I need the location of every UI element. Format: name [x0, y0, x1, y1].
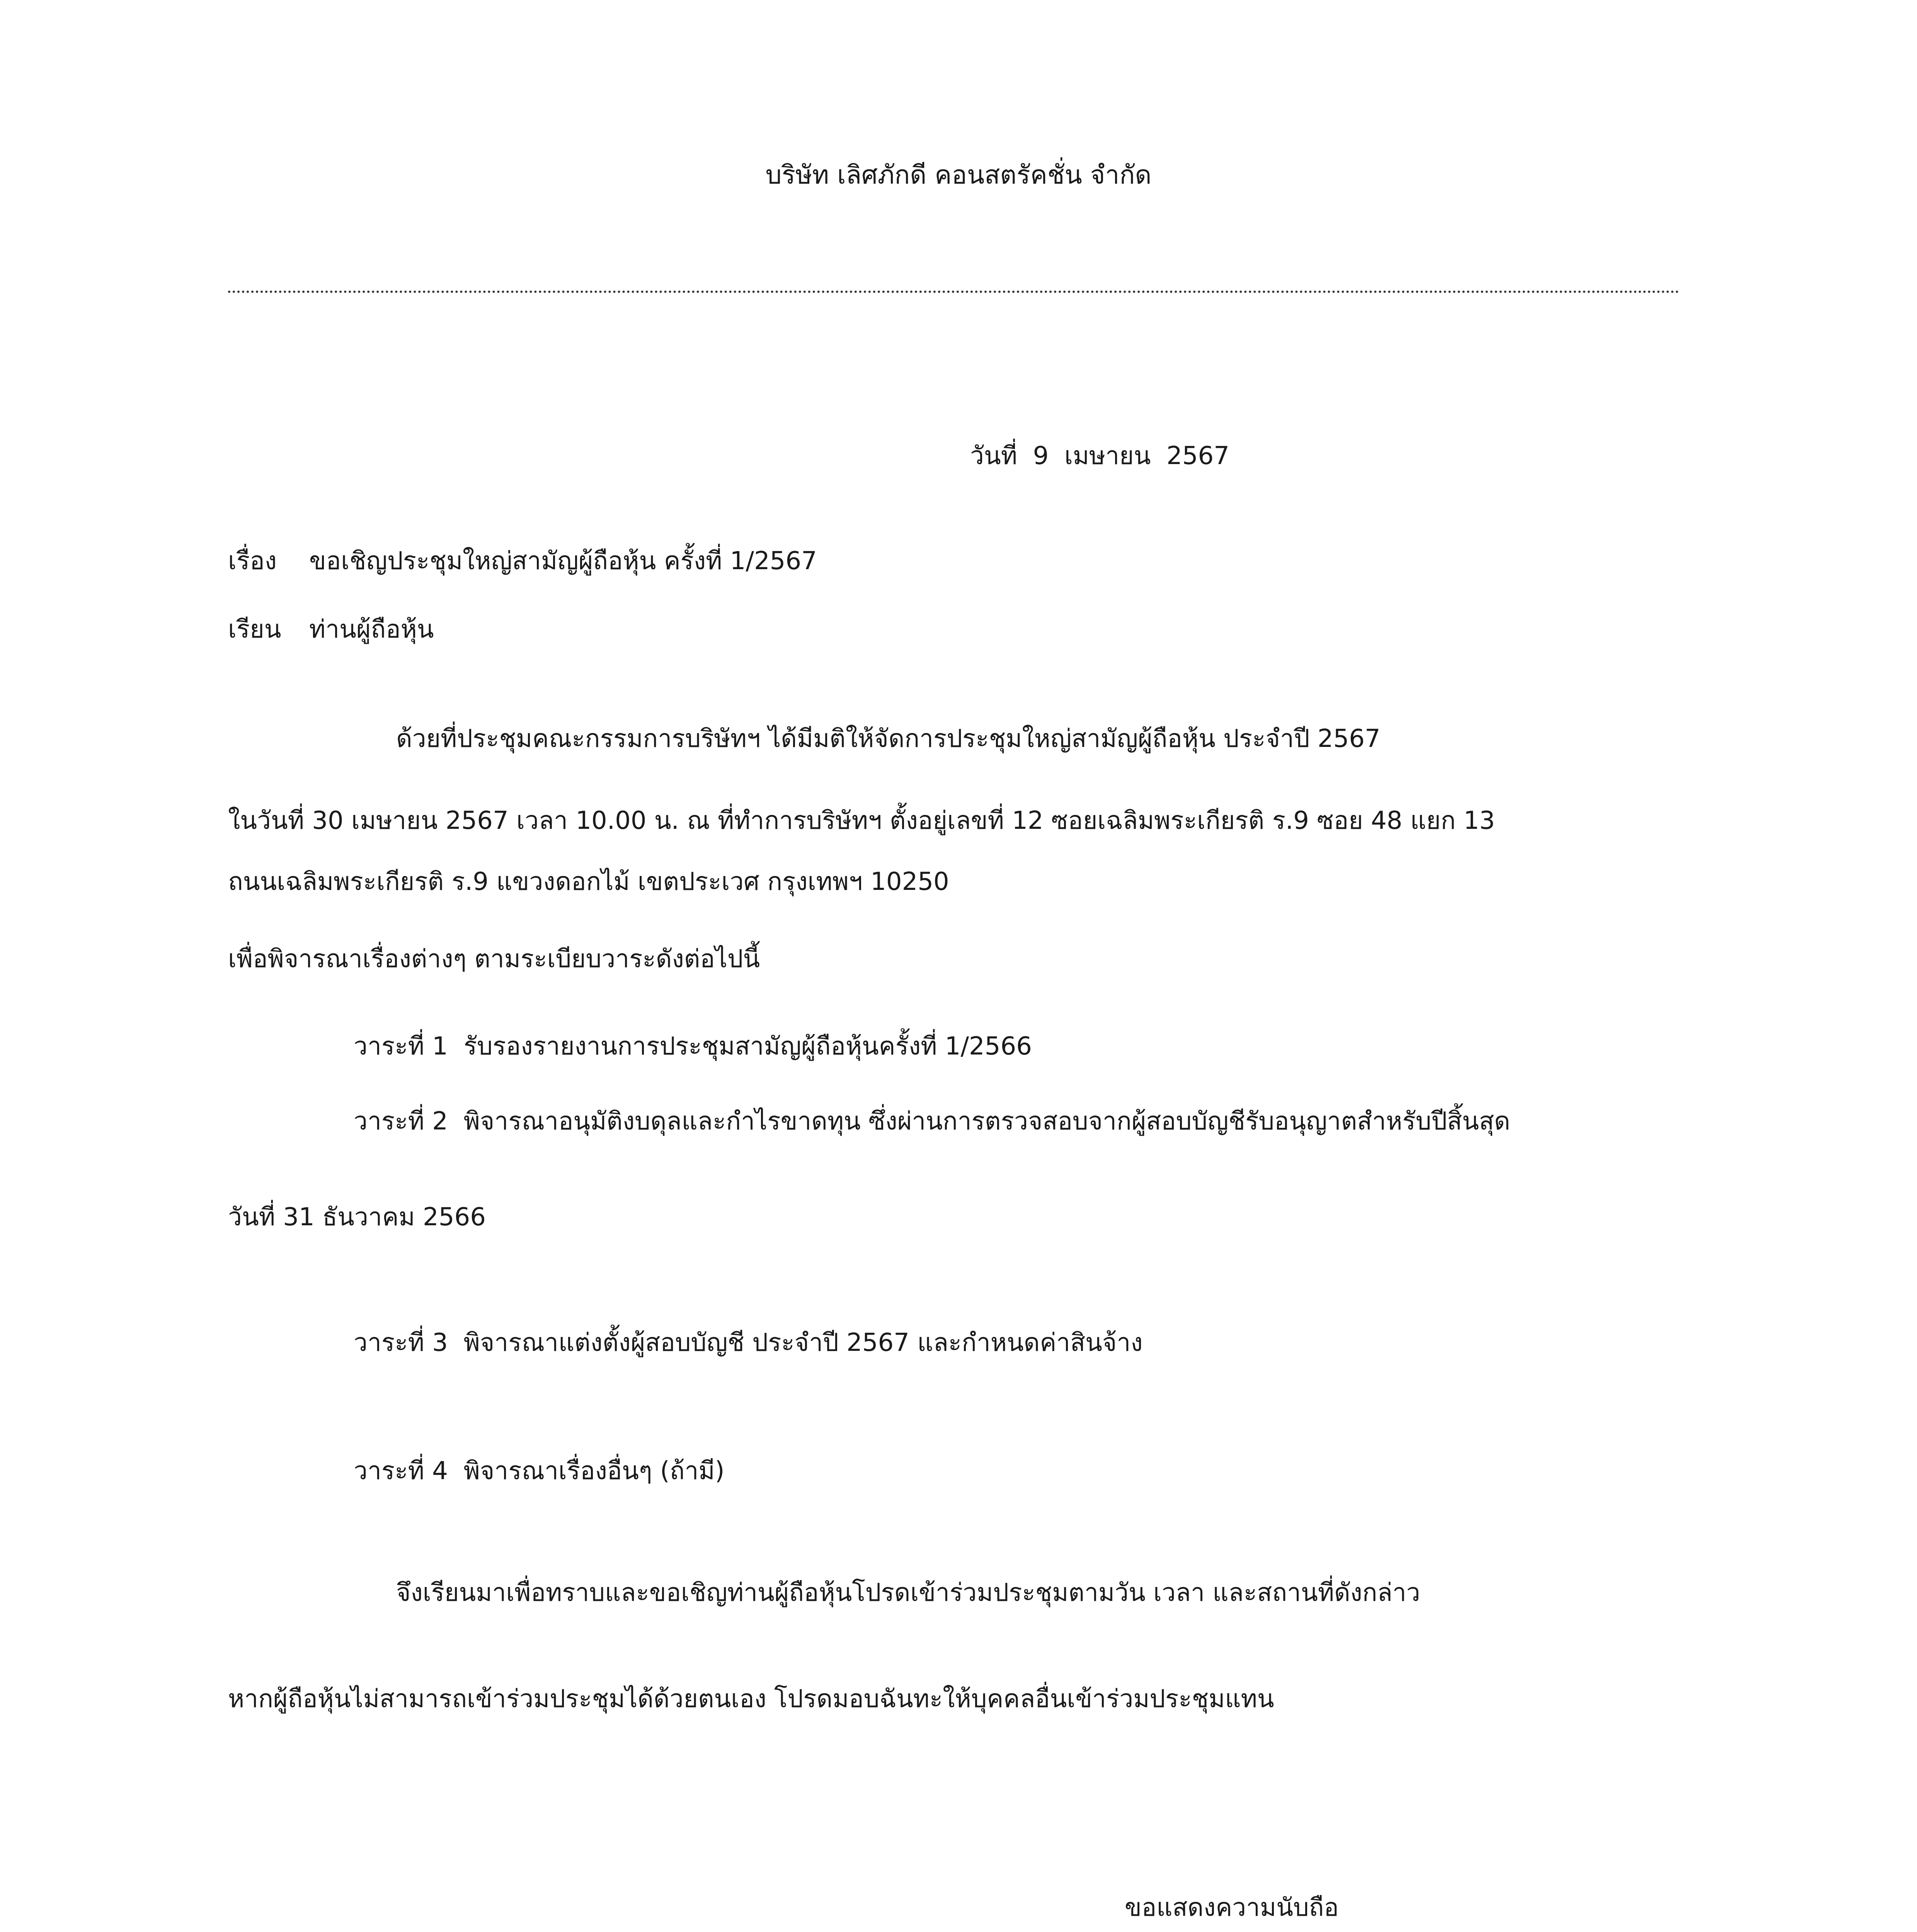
agenda-item-text: รับรองรายงานการประชุมสามัญผู้ถือหุ้นครั้งที่ 1/2566 [463, 1032, 1032, 1061]
agenda-item-text: พิจารณาอนุมัติงบดุลและกำไรขาดทุน ซึ่งผ่านการตรวจสอบจากผู้สอบบัญชีรับอนุญาตสำหรับปีสิ้นสุด [463, 1107, 1510, 1136]
agenda-item-1 [354, 1034, 1032, 1059]
closing-line-2: หากผู้ถือหุ้นไม่สามารถเข้าร่วมประชุมได้ด้วยตนเอง โปรดมอบฉันทะให้บุคคลอื่นเข้าร่วมประชุมแทน [228, 1685, 1274, 1713]
letterhead-dotted-rule [228, 291, 1679, 293]
date-month: เมษายน [1064, 442, 1151, 470]
date-year: 2567 [1166, 442, 1229, 470]
agenda-item-label: วาระที่ 2 [354, 1107, 448, 1136]
agenda-item-2-continuation: วันที่ 31 ธันวาคม 2566 [228, 1203, 486, 1231]
complimentary-close: ขอแสดงความนับถือ [1125, 1893, 1339, 1922]
subject-label: เรื่อง [228, 547, 277, 575]
agenda-item-label: วาระที่ 1 [354, 1032, 448, 1061]
date-day: 9 [1033, 442, 1049, 470]
agenda-item-2 [354, 1109, 1510, 1134]
addressee-text: ท่านผู้ถือหุ้น [309, 615, 434, 644]
agenda-item-text: พิจารณาเรื่องอื่นๆ (ถ้ามี) [463, 1457, 725, 1485]
company-letterhead: บริษัท เลิศภักดี คอนสตรัคชั่น จำกัด [765, 160, 1152, 190]
agenda-item-3 [354, 1330, 1143, 1355]
body-intro-line-2: ในวันที่ 30 เมษายน 2567 เวลา 10.00 น. ณ ที่ทำการบริษัทฯ ตั้งอยู่เลขที่ 12 ซอยเฉลิมพระเกียรติ ร.9 ซอย 48 แยก 13 [228, 806, 1495, 835]
date-label: วันที่ [970, 442, 1017, 470]
agenda-item-text: พิจารณาแต่งตั้งผู้สอบบัญชี ประจำปี 2567 และกำหนดค่าสินจ้าง [463, 1328, 1143, 1357]
agenda-item-4 [354, 1459, 725, 1483]
agenda-intro: เพื่อพิจารณาเรื่องต่างๆ ตามระเบียบวาระดังต่อไปนี้ [228, 945, 760, 973]
closing-line-1: จึงเรียนมาเพื่อทราบและขอเชิญท่านผู้ถือหุ้นโปรดเข้าร่วมประชุมตามวัน เวลา และสถานที่ดังกล่าว [396, 1578, 1420, 1607]
agenda-item-label: วาระที่ 3 [354, 1328, 448, 1357]
agenda-item-label: วาระที่ 4 [354, 1457, 448, 1485]
letter-date [970, 444, 1229, 468]
body-intro-line-1: ด้วยที่ประชุมคณะกรรมการบริษัทฯ ได้มีมติให้จัดการประชุมใหญ่สามัญผู้ถือหุ้น ประจำปี 2567 [396, 724, 1381, 753]
addressee-label: เรียน [228, 615, 281, 644]
body-intro-line-3: ถนนเฉลิมพระเกียรติ ร.9 แขวงดอกไม้ เขตประเวศ กรุงเทพฯ 10250 [228, 867, 949, 896]
subject-text: ขอเชิญประชุมใหญ่สามัญผู้ถือหุ้น ครั้งที่ 1/2567 [309, 547, 817, 575]
